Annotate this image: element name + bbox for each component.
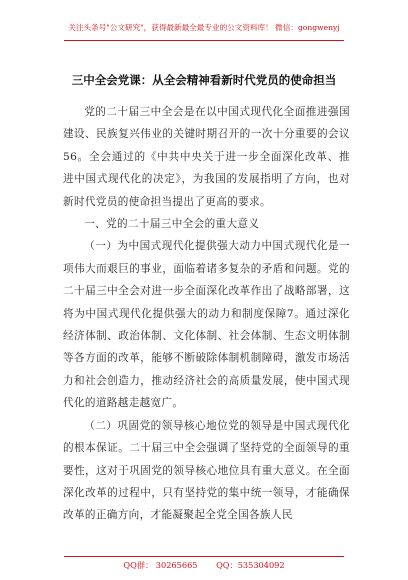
paragraph-point-1: （一）为中国式现代化提供强大动力中国式现代化是一项伟大而艰巨的事业，面临着诸多复杂的矛盾和问题。党的二十届三中全会对进一步全面深化改革作出了战略部署，这将为中国式现代化提供强大的动力和制度保障7。通过深化经济体制、政治体制、文化体制、社会体制、生态文明体制等各方面的改革，能够不断破除体制机制障碍，激发市场活力和社会创造力，推动经济社会的高质量发展，使中国式现代化的道路越走越宽广。 [63,240,350,410]
section-heading: 一、党的二十届三中全会的重大意义 [84,218,260,231]
header-divider [64,40,344,41]
paragraph-point-2: （二）巩固党的领导核心地位党的领导是中国式现代化的根本保证。二十届三中全会强调了坚持党的全面领导的重要性，这对于巩固党的领导核心地位具有重大意义。在全面深化改革的过程中，只有坚持党的集中统一领导，才能确保改革的正确方向，才能凝聚起全党全国各族人民 [63,419,350,522]
footer [0,560,408,571]
footer-qq-contact: QQ：535304092 [216,560,285,570]
header-notice: 关注头条号"公文研究"，获得最新最全最专业的公文资料库！ 微信：gongwenyj [68,23,340,32]
footer-divider [64,556,344,557]
paragraph-intro: 党的二十届三中全会是在以中国式现代化全面推进强国建设、民族复兴伟业的关键时期召开的一次十分重要的会议56。全会通过的《中共中央关于进一步全面深化改革、推进中国式现代化的决定》，为我国的发展指明了方向，也对新时代党员的使命担当提出了更高的要求。 [63,106,350,208]
document-title: 三中全会党课：从全会精神看新时代党员的使命担当 [71,73,337,87]
footer-qq-group: QQ群： 30265665 [123,560,198,570]
document-body [63,101,350,527]
